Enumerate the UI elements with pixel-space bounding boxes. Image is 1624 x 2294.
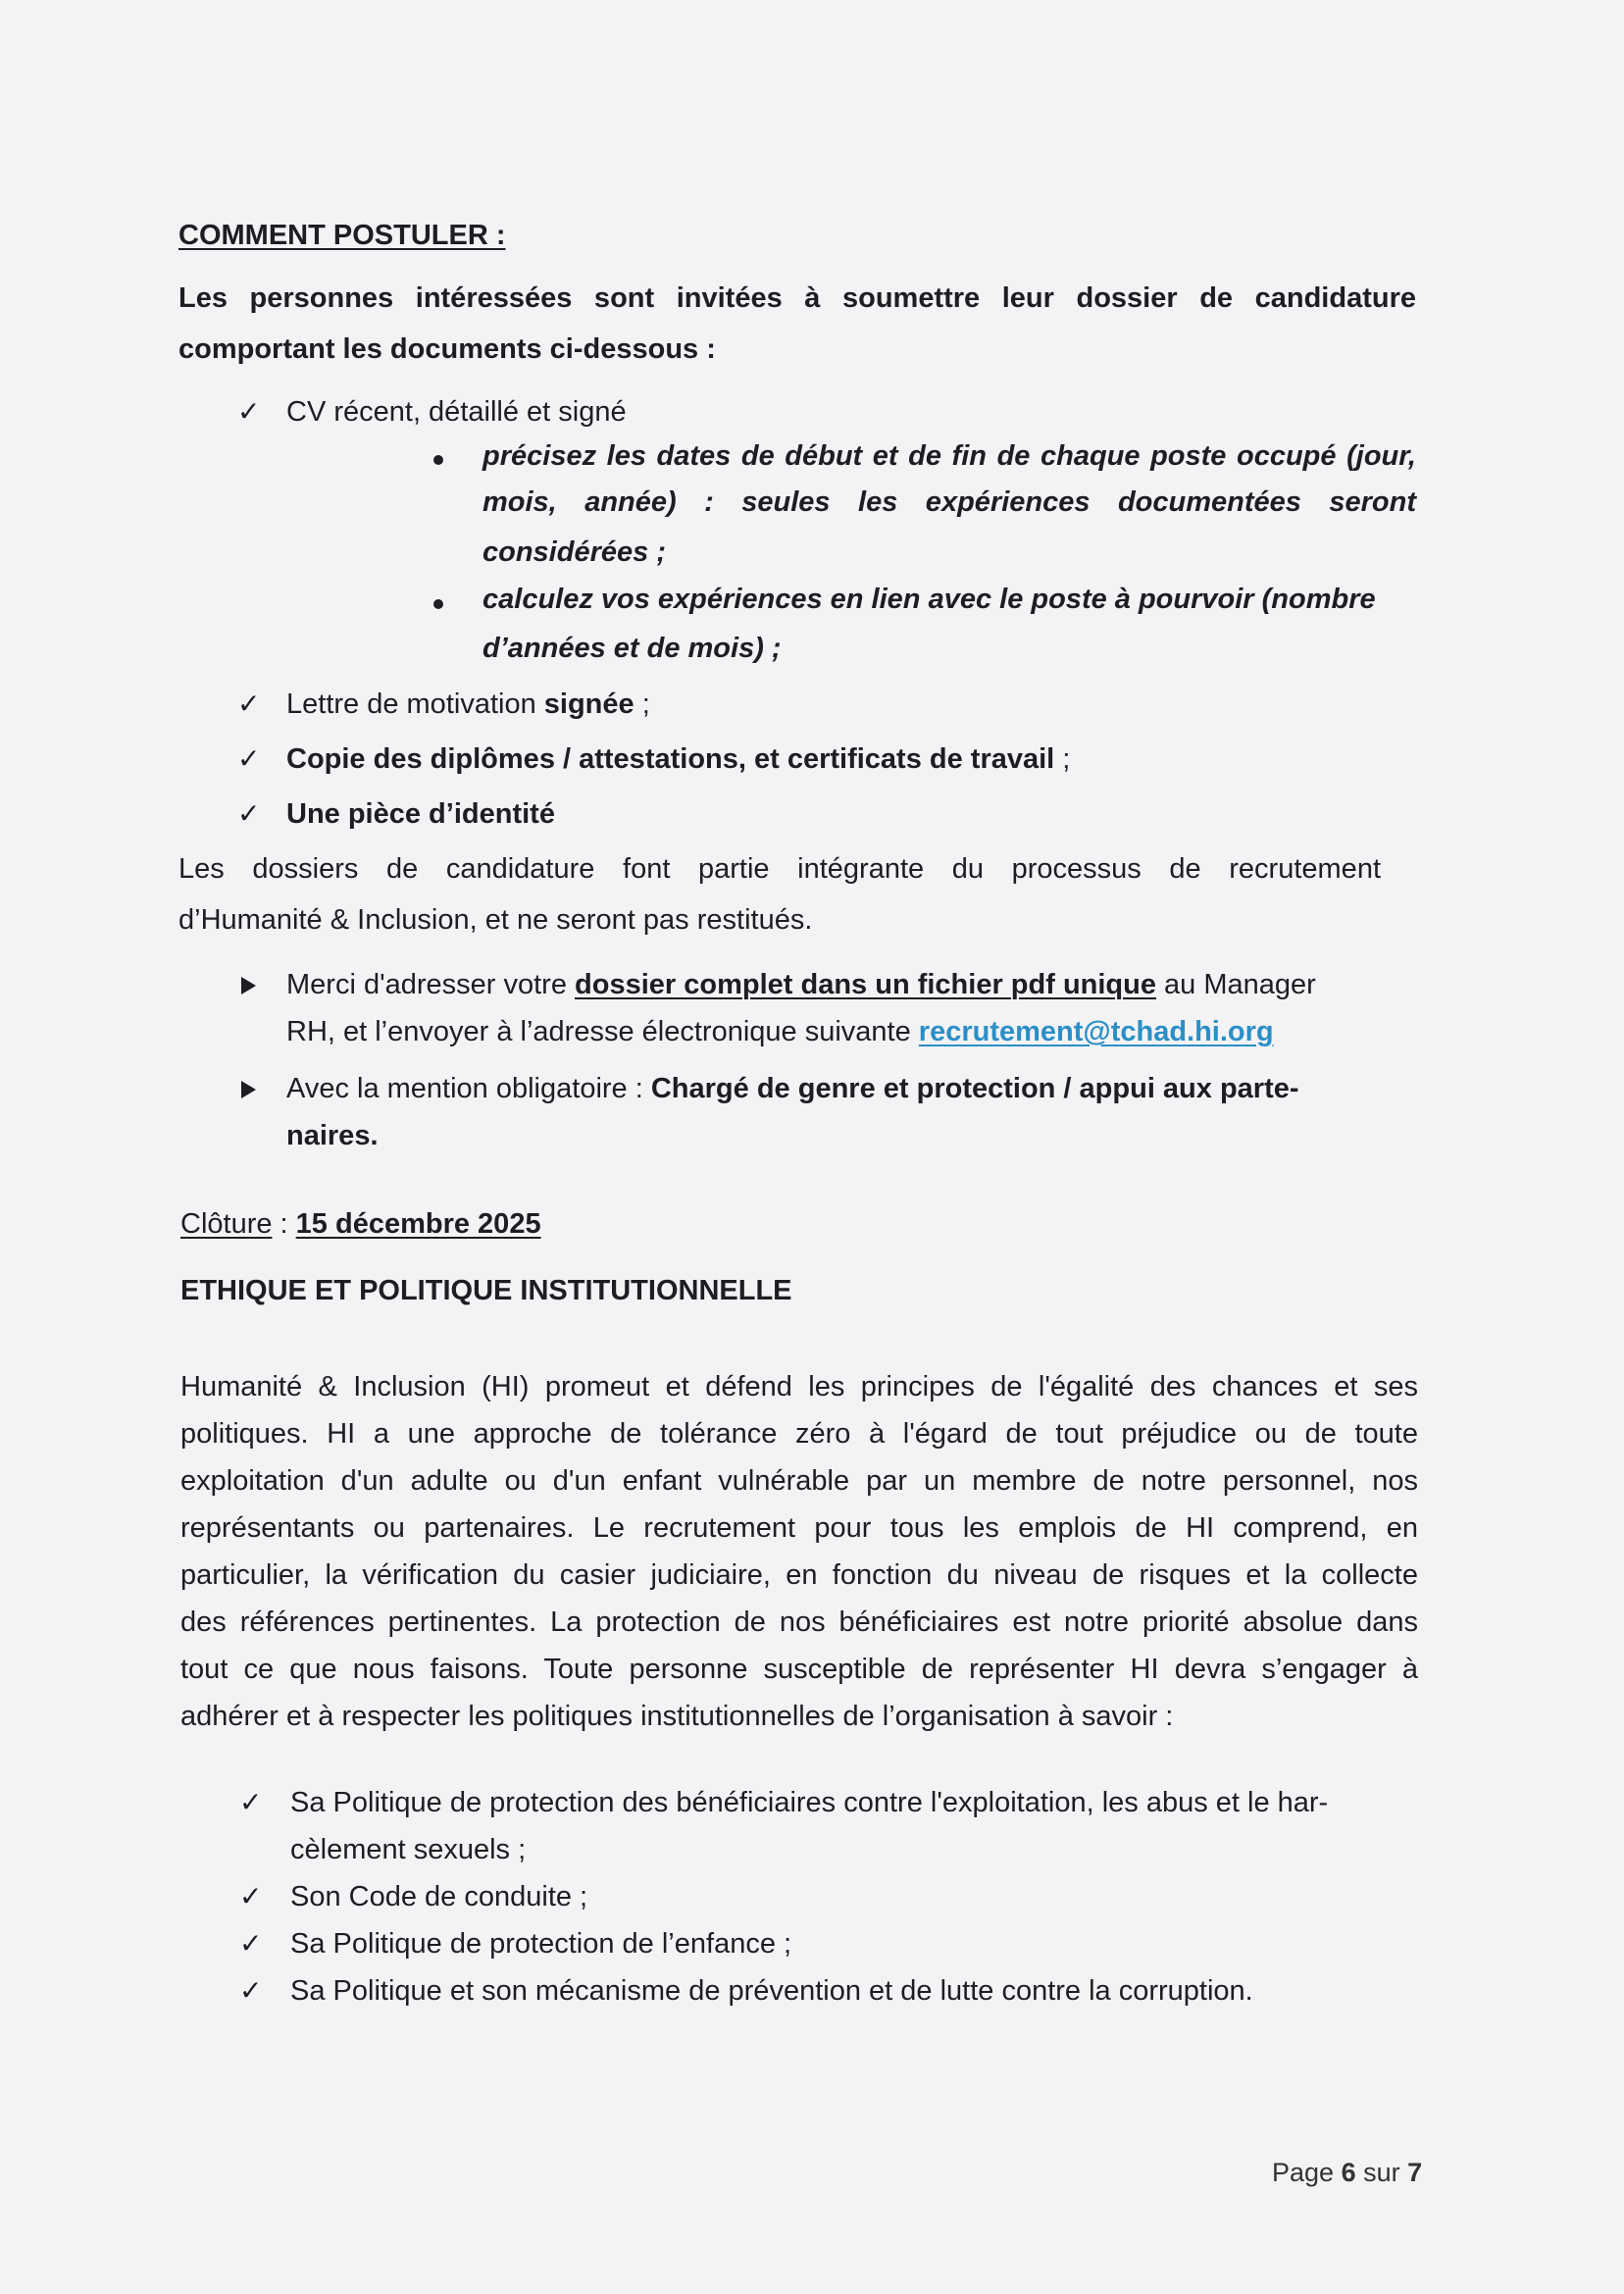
checkmark-icon: ✓ [239,1928,263,1959]
total-pages: 7 [1407,2158,1423,2187]
instruction-mention-line-2: naires. [286,1120,379,1151]
email-link[interactable]: recrutement@tchad.hi.org [918,1016,1274,1047]
instruction-send-text: Merci d'adresser votre [286,969,576,1000]
intro-line-2: comportant les documents ci-dessous : [178,333,716,365]
subitem-dates-line-3: considérées ; [482,536,666,568]
notice-line-2: d’Humanité & Inclusion, et ne seront pas restitués. [178,904,813,936]
letter-signed: signée [543,688,634,720]
document-item-letter [286,681,650,728]
section-title-comment-postuler: COMMENT POSTULER : [178,220,506,251]
instruction-send-line-1 [286,961,1316,1008]
ethics-paragraph-line-7: tout ce que nous faisons. Toute personne susceptible de représenter HI devra s’engager à [180,1654,1418,1685]
arrow-right-icon [241,977,256,994]
diplomas-punct: ; [1054,743,1071,775]
document-item-diplomas [286,736,1070,783]
policy-anti-corruption: Sa Politique et son mécanisme de prévention et de lutte contre la corruption. [290,1975,1253,2007]
closing-date-value: 15 décembre 2025 [295,1208,541,1240]
checkmark-icon: ✓ [239,1787,263,1817]
section-title-ethique: ETHIQUE ET POLITIQUE INSTITUTIONNELLE [180,1275,792,1306]
ethics-paragraph-line-6: des références pertinentes. La protection de nos bénéficiaires est notre priorité absolue dans [180,1606,1418,1638]
intro-line-1: Les personnes intéressées sont invitées à soumettre leur dossier de candidature [178,282,1416,314]
instruction-pdf-requirement: dossier complet dans un fichier pdf unique [575,969,1156,1000]
checkmark-icon: ✓ [239,1975,263,2006]
subitem-dates-line-1: précisez les dates de début et de fin de chaque poste occupé (jour, [482,440,1416,472]
diplomas-text: Copie des diplômes / attestations, et certificats de travail [286,743,1055,775]
page-number [1272,2158,1422,2188]
arrow-right-icon [241,1081,256,1098]
instruction-send-line-2 [286,1008,1274,1055]
bullet-icon [433,455,443,465]
document-item-identity: Une pièce d’identité [286,798,555,830]
subitem-experience-line-2: d’années et de mois) ; [482,633,782,664]
checkmark-icon: ✓ [237,798,261,829]
page-label: Page [1272,2158,1342,2187]
checkmark-icon: ✓ [237,688,261,719]
policy-child-protection: Sa Politique de protection de l’enfance ; [290,1928,792,1960]
policy-beneficiaries-line-1: Sa Politique de protection des bénéficiaires contre l'exploitation, les abus et le har- [290,1787,1329,1818]
checkmark-icon: ✓ [239,1881,263,1912]
ethics-paragraph-line-2: politiques. HI a une approche de tolérance zéro à l'égard de tout préjudice ou de toute [180,1418,1418,1450]
checkmark-icon: ✓ [237,396,261,427]
document-item-cv: CV récent, détaillé et signé [286,396,627,428]
policy-beneficiaries-line-2: cèlement sexuels ; [290,1834,527,1865]
ethics-paragraph-line-1: Humanité & Inclusion (HI) promeut et défend les principes de l'égalité des chances et ses [180,1371,1418,1402]
closing-separator: : [272,1208,296,1240]
ethics-paragraph-line-8: adhérer et à respecter les politiques institutionnelles de l’organisation à savoir : [180,1701,1174,1732]
ethics-paragraph-line-3: exploitation d'un adulte ou d'un enfant vulnérable par un membre de notre personnel, nos [180,1465,1418,1497]
subitem-experience-line-1: calculez vos expériences en lien avec le poste à pourvoir (nombre [482,584,1376,615]
instruction-send-line-2-text: RH, et l’envoyer à l’adresse électronique suivante [286,1016,919,1047]
letter-text: Lettre de motivation [286,688,544,720]
instruction-mention-text: Avec la mention obligatoire : [286,1073,651,1104]
of-label: sur [1355,2158,1408,2187]
ethics-paragraph-line-5: particulier, la vérification du casier judiciaire, en fonction du niveau de risques et la collecte [180,1559,1418,1591]
instruction-mention-title: Chargé de genre et protection / appui aux parte- [650,1073,1299,1104]
bullet-icon [433,599,443,609]
closing-date [180,1200,541,1248]
current-page: 6 [1341,2158,1356,2187]
instruction-mention-line-1 [286,1065,1299,1112]
notice-line-1: Les dossiers de candidature font partie intégrante du processus de recrutement [178,853,1381,885]
instruction-send-text-after: au Manager [1156,969,1316,1000]
closing-label: Clôture [180,1208,273,1240]
subitem-dates-line-2: mois, année) : seules les expériences documentées seront [482,486,1416,518]
checkmark-icon: ✓ [237,743,261,774]
ethics-paragraph-line-4: représentants ou partenaires. Le recrutement pour tous les emplois de HI comprend, en [180,1512,1418,1544]
letter-punct: ; [634,688,650,720]
policy-code-of-conduct: Son Code de conduite ; [290,1881,588,1912]
